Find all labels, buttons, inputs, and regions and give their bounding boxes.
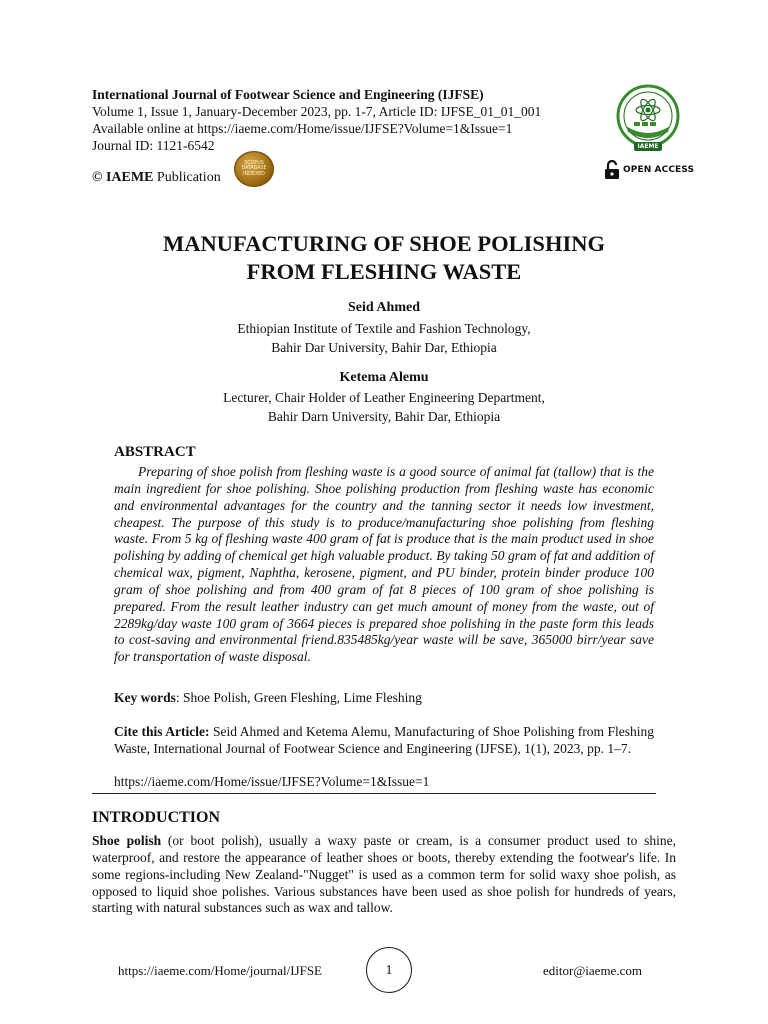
publisher-suffix: Publication <box>156 170 221 185</box>
author-name: Seid Ahmed <box>348 300 420 315</box>
page-number: 1 <box>366 947 412 993</box>
affiliation-line: Bahir Darn University, Bahir Dar, Ethiopia <box>267 409 501 424</box>
journal-title: International Journal of Footwear Science and Engineering (IJFSE) <box>92 87 484 102</box>
badge-line: DATABASE <box>241 166 267 172</box>
introduction-paragraph <box>92 833 676 917</box>
article-title <box>60 230 708 286</box>
intro-bold-term: Shoe polish <box>92 833 162 848</box>
publisher-name: IAEME <box>105 170 154 185</box>
affiliation-line: Ethiopian Institute of Textile and Fashion Technology, <box>237 321 531 336</box>
keywords-label: Key words <box>114 690 176 705</box>
keywords <box>114 690 422 706</box>
copyright-symbol: © <box>92 170 103 185</box>
cite-label: Cite this Article: <box>114 724 210 739</box>
badge-line: SCOPUS <box>244 161 264 167</box>
author-affiliation <box>60 319 708 357</box>
footer-email-link[interactable]: editor@iaeme.com <box>543 963 642 978</box>
author-name: Ketema Alemu <box>339 370 429 385</box>
open-lock-icon <box>604 160 620 180</box>
section-divider <box>92 793 656 794</box>
cite-text: Seid Ahmed and Ketema Alemu, Manufacturing of Shoe Polishing from Fleshing Waste, International Journal of Footwear Science and Engineering (IJFSE), 1(1), 2023, pp. 1–7. <box>114 724 654 756</box>
cite-url-link[interactable]: https://iaeme.com/Home/issue/IJFSE?Volume=1&Issue=1 <box>114 774 430 789</box>
open-access-label: OPEN ACCESS <box>623 165 695 175</box>
title-line: MANUFACTURING OF SHOE POLISHING <box>163 231 605 256</box>
journal-id: Journal ID: 1121-6542 <box>92 138 215 153</box>
affiliation-line: Bahir Dar University, Bahir Dar, Ethiopia <box>271 340 497 355</box>
intro-text: (or boot polish), usually a waxy paste or cream, is a consumer product used to shine, waterproof, and restore the appearance of leather shoes or boots, thereby extending the footwear's life. In some regions-including New Zealand-"Nugget" is used as a common term for solid waxy shoe polish, as opposed to liquid shoe polishes. Various substances have been used as shoe polish for hundreds of years, starting with natural substances such as wax and tallow. <box>92 833 677 916</box>
abstract-text: Preparing of shoe polish from fleshing waste is a good source of animal fat (tallow) that is the main ingredient for shoe polishing. Shoe polishing production from fleshing waste has economic and environmental advantages for the country and the tanning sector it needs low investment, cheapest. The purpose of this study is to produce/manufacturing shoe polishing from fleshing waste. From 5 kg of fleshing waste 400 gram of fat is produce that is the main product used in shoe polishing by adding of chemical get high valuable product. By taking 50 gram of fat and addition of chemical wax, pigment, Naphtha, kerosene, pigment, and PU binder, protein binder produce 100 gram of shoe polishing and from 400 gram of fat 8 pieces of 100 gram of shoe polishing is prepared. From the result leather industry can get much amount of money from the waste, out of 2289kg/day waste 100 gram of 3664 pieces is prepared shoe polishing in the paste form this leads to cost-saving and environmental friend.835485kg/year waste will be save, 365000 birr/year save for transportation of waste disposal. <box>114 464 654 665</box>
affiliation-line: Lecturer, Chair Holder of Leather Engineering Department, <box>223 390 545 405</box>
publisher-line <box>92 170 221 187</box>
keywords-text: : Shoe Polish, Green Fleshing, Lime Fleshing <box>175 690 422 705</box>
author-affiliation <box>60 388 708 426</box>
title-line: FROM FLESHING WASTE <box>246 259 522 284</box>
footer-journal-link[interactable]: https://iaeme.com/Home/journal/IJFSE <box>118 963 323 978</box>
available-online-line: Available online at https://iaeme.com/Home/issue/IJFSE?Volume=1&Issue=1 <box>92 121 513 136</box>
open-access-badge <box>604 160 694 180</box>
introduction-heading: INTRODUCTION <box>92 809 221 826</box>
abstract-heading: ABSTRACT <box>114 444 196 460</box>
scopus-indexed-badge <box>234 151 274 187</box>
iaeme-logo <box>612 82 684 154</box>
badge-line: INDEXED <box>243 171 265 177</box>
volume-line: Volume 1, Issue 1, January-December 2023, pp. 1-7, Article ID: IJFSE_01_01_001 <box>92 104 542 119</box>
citation <box>114 724 654 758</box>
logo-label: IAEME <box>637 143 659 150</box>
